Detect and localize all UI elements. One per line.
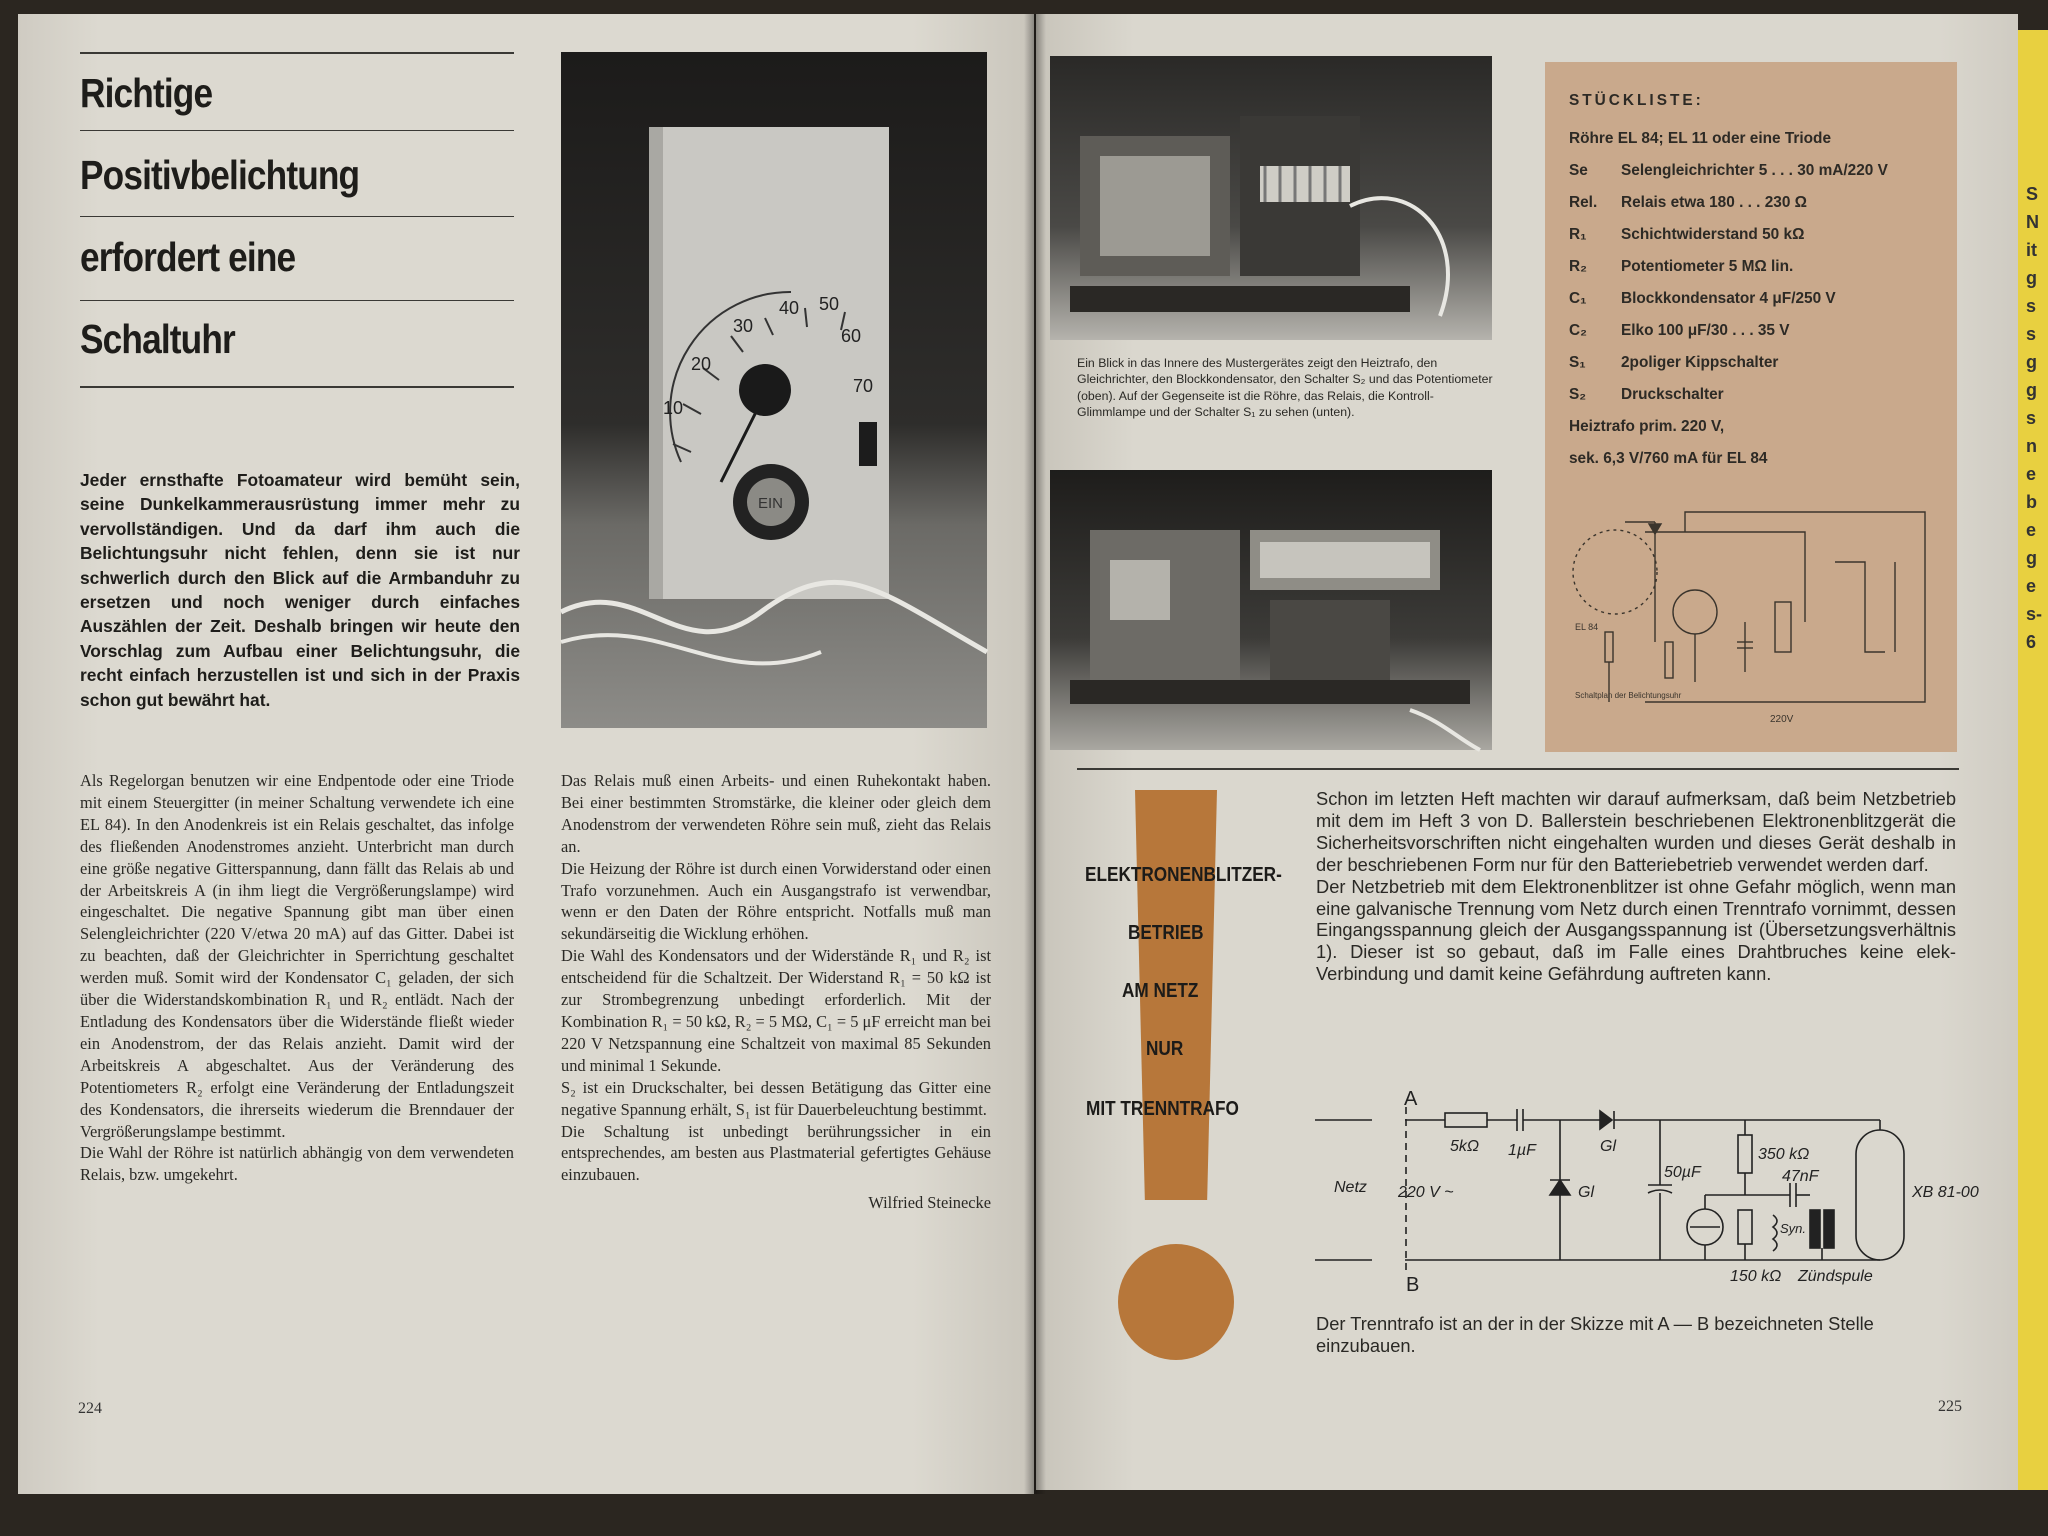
body-paragraph: Der Netzbetrieb mit dem Elektronenblitzer ist ohne Gefahr möglich, wenn man eine galvanische Trennung vom Netz durch einen Trenntrafo vornimmt, dessen Eingangsspannung gleich der Ausgangsspannung ist (Übersetzungsverhältnis 1). Dieser ist so gebaut, daß im Falle eines Drahtbruches keine elek-Verbindung und damit keine Gefährdung auftreten kann. bbox=[1316, 875, 1956, 985]
parts-item-label: Se bbox=[1569, 162, 1588, 179]
parts-item-text: Elko 100 μF/30 . . . 35 V bbox=[1621, 322, 1790, 339]
edge-letter: g bbox=[2026, 548, 2037, 568]
parts-item-label: Rel. bbox=[1569, 194, 1598, 211]
parts-item-text: Relais etwa 180 . . . 230 Ω bbox=[1621, 194, 1808, 211]
body-column-1 bbox=[80, 770, 514, 1186]
parts-list-item bbox=[1569, 162, 1888, 180]
circuit-label-tube: XB 81-00 bbox=[1912, 1184, 1979, 1201]
edge-letter: it bbox=[2026, 240, 2037, 260]
parts-item-label: S₁ bbox=[1569, 354, 1586, 371]
dial-number: 20 bbox=[691, 354, 712, 374]
circuit-label-coil: Zündspule bbox=[1798, 1268, 1873, 1285]
parts-item-label: C₂ bbox=[1569, 322, 1587, 339]
ein-button-label: EIN bbox=[758, 495, 784, 512]
exclamation-dot bbox=[1118, 1244, 1234, 1360]
edge-letter: e bbox=[2026, 576, 2037, 596]
dial-number: 50 bbox=[819, 294, 840, 314]
parts-item-label: R₁ bbox=[1569, 226, 1587, 243]
parts-item-label: S₂ bbox=[1569, 386, 1587, 403]
warning-line-2: BETRIEB bbox=[1128, 922, 1204, 944]
circuit-caption: Der Trenntrafo ist an der in der Skizze mit A — B bezeichneten Stelle einzubauen. bbox=[1316, 1313, 1874, 1356]
circuit-label-c2: 50µF bbox=[1664, 1164, 1701, 1181]
body-column-2 bbox=[561, 770, 991, 1214]
timer-device-illustration bbox=[561, 52, 987, 728]
parts-item-label: R₂ bbox=[1569, 258, 1587, 275]
body-paragraph: Schon im letzten Heft machten wir darauf aufmerksam, daß beim Netzbetrieb mit dem im Heft 3 von D. Ballerstein beschriebenen Elektronenblitzgerät die Sicherheitsvorschriften nicht eingehalten wurden und dieses Gerät deshalb in der beschriebenen Form nur für den Batteriebetrieb verwendet werden darf. bbox=[1316, 788, 1956, 875]
dial-number: 40 bbox=[779, 298, 800, 318]
headline-rule-top bbox=[80, 52, 514, 54]
headline-line-4: Schaltuhr bbox=[80, 316, 235, 362]
edge-letter: g bbox=[2026, 352, 2037, 372]
edge-letter: n bbox=[2026, 436, 2037, 456]
edge-letter: s bbox=[2026, 408, 2037, 428]
warning-line-1: ELEKTRONENBLITZER- bbox=[1085, 864, 1282, 886]
circuit-label-r2: 350 kΩ bbox=[1758, 1146, 1810, 1163]
circuit-label-a: A bbox=[1404, 1088, 1418, 1110]
circuit-label-b: B bbox=[1406, 1274, 1420, 1296]
parts-list-item bbox=[1569, 322, 1790, 340]
body-paragraph: Die Schaltung ist unbedingt berührungssicher in ein entsprechendes, am besten aus Plastmaterial gefertigtes Gehäuse einzubauen. bbox=[561, 1121, 991, 1185]
adjacent-page-edge bbox=[2018, 30, 2048, 1490]
edge-letter: e bbox=[2026, 520, 2037, 540]
parts-list-title: STÜCKLISTE: bbox=[1569, 92, 1704, 109]
author-signature: Wilfried Steinecke bbox=[868, 1193, 991, 1213]
headline-line-3: erfordert eine bbox=[80, 234, 296, 280]
edge-letter: s bbox=[2026, 324, 2037, 344]
edge-letter: e bbox=[2026, 464, 2037, 484]
circuit-label-voltage: 220 V ~ bbox=[1398, 1184, 1454, 1201]
dial-number: 60 bbox=[841, 326, 862, 346]
edge-letter: b bbox=[2026, 492, 2037, 512]
parts-list-item bbox=[1569, 450, 1767, 468]
headline-rule bbox=[80, 130, 514, 131]
circuit-label-r1: 5kΩ bbox=[1450, 1138, 1480, 1155]
body-paragraph: S₂ ist ein Druckschalter, bei dessen Betätigung das Gitter eine negative Spannung erhält, S₁ ist für Dauerbeleuchtung bestimmt. bbox=[561, 1077, 991, 1119]
timer-schematic bbox=[1565, 502, 1945, 742]
dial-number: 30 bbox=[733, 316, 754, 336]
circuit-label-d1: Gl bbox=[1600, 1138, 1616, 1155]
parts-item-text: Röhre EL 84; EL 11 oder eine Triode bbox=[1569, 130, 1832, 147]
warning-line-3: AM NETZ bbox=[1122, 980, 1199, 1002]
edge-letter: N bbox=[2026, 212, 2039, 232]
parts-item-text: Heiztrafo prim. 220 V, bbox=[1569, 418, 1725, 435]
parts-list-item bbox=[1569, 290, 1836, 308]
parts-item-text: Selengleichrichter 5 . . . 30 mA/220 V bbox=[1621, 162, 1888, 179]
parts-list-item bbox=[1569, 194, 1807, 212]
timer-photo bbox=[561, 52, 987, 728]
circuit-label-syn: Syn. bbox=[1780, 1221, 1807, 1236]
warning-line-4: NUR bbox=[1146, 1038, 1184, 1060]
parts-item-text: 2poliger Kippschalter bbox=[1621, 354, 1779, 371]
parts-item-text: Blockkondensator 4 μF/250 V bbox=[1621, 290, 1836, 307]
edge-letter: S bbox=[2026, 184, 2039, 204]
schematic-tube-label: EL 84 bbox=[1575, 622, 1599, 632]
parts-list-item bbox=[1569, 354, 1778, 372]
page-number-left: 224 bbox=[78, 1400, 102, 1417]
parts-item-text: Potentiometer 5 MΩ lin. bbox=[1621, 258, 1794, 275]
dial-number: 10 bbox=[663, 398, 684, 418]
parts-list-item bbox=[1569, 258, 1793, 276]
headline-rule bbox=[80, 216, 514, 217]
headline-rule-bottom bbox=[80, 386, 514, 388]
interior-photo-bottom bbox=[1050, 470, 1492, 750]
body-paragraph: Das Relais muß einen Arbeits- und einen Ruhekontakt haben. Bei einer bestimmten Stromstärke, die kleiner oder gleich dem Anodenstrom der verwendeten Röhre sein muß, zieht das Relais an. bbox=[561, 771, 991, 856]
edge-letter: g bbox=[2026, 268, 2037, 288]
photo-caption: Ein Blick in das Innere des Mustergerätes zeigt den Heiztrafo, den Gleichrichter, den Blockkondensator, den Schalter S₂ und das Potentiometer (oben). Auf der Gegenseite ist die Röhre, das Relais, die Kontroll-Glimmlampe und der Schalter S₁ zu sehen (unten). bbox=[1077, 356, 1493, 420]
schematic-voltage-label: 220V bbox=[1770, 714, 1794, 725]
parts-list-item bbox=[1569, 130, 1831, 148]
circuit-label-netz: Netz bbox=[1334, 1179, 1367, 1196]
parts-list-item bbox=[1569, 226, 1804, 244]
dial-knob bbox=[739, 364, 791, 416]
intro-paragraph: Jeder ernsthafte Fotoamateur wird bemüht sein, seine Dunkelkammerausrüstung immer mehr zu vervollständigen. Und da darf ihm auch die Belichtungsuhr nicht fehlen, denn sie ist nur schwerlich durch den Blick auf die Armbanduhr zu ersetzen und noch weniger durch einfaches Auszählen der Zeit. Deshalb bringen wir heute den Vorschlag zum Aufbau einer Belichtungsuhr, die recht einfach herzustellen ist und sich in der Praxis schon gut bewährt hat. bbox=[80, 470, 520, 710]
parts-list-box bbox=[1545, 62, 1957, 752]
circuit-label-c1: 1µF bbox=[1508, 1142, 1536, 1159]
circuit-label-c3: 47nF bbox=[1782, 1168, 1819, 1185]
headline-rule bbox=[80, 300, 514, 301]
flash-circuit-diagram bbox=[1310, 1085, 1979, 1315]
book-gutter bbox=[1024, 14, 1046, 1494]
parts-item-text: Schichtwiderstand 50 kΩ bbox=[1621, 226, 1805, 243]
flash-article-text bbox=[1316, 788, 1956, 985]
parts-list-item bbox=[1569, 386, 1724, 404]
headline-line-1: Richtige bbox=[80, 70, 213, 116]
body-paragraph: Als Regelorgan benutzen wir eine Endpentode oder eine Triode mit einem Steuergitter (in meiner Schaltung verwendete ich eine EL 84). In den Anodenkreis ist ein Relais geschaltet, das infolge des fließenden Anodenstromes anzieht. Unterbricht man durch eine größe negative Gitterspannung, dann fällt das Relais ab und der Arbeitskreis A (in ihm liegt die Vergrößerungslampe) wird eingeschaltet. Die negative Spannung gibt man über einen Selengleichrichter (220 V/etwa 20 mA) auf das Gitter. Dabei ist zu beachten, daß der Gleichrichter in Sperrichtung geschaltet werden muß. Somit wird der Kondensator C₁ geladen, der sich über die Widerstandskombination R₁ und R₂ entlädt. Nach der Entladung des Kondensators über die Widerstände fließt wieder ein Anodenstrom, der das Relais anzieht. Damit wird der Arbeitskreis A abgeschaltet. Aus der Veränderung des Potentiometers R₂ erfolgt eine Veränderung der Entladungszeit des Kondensators, die ihrerseits wiederum die Brenndauer der Vergrößerungslampe bestimmt. bbox=[80, 771, 514, 1141]
circuit-label-r3: 150 kΩ bbox=[1730, 1268, 1782, 1285]
body-paragraph: Die Heizung der Röhre ist durch einen Vorwiderstand oder einen Trafo vorzunehmen. Auch ein Ausgangstrafo ist verwendbar, wenn er den Daten der Röhre entspricht. Notfalls muß man sekundärseitig die Wicklung erhöhen. bbox=[561, 858, 991, 944]
circuit-label-d2: Gl bbox=[1578, 1184, 1594, 1201]
parts-item-text: sek. 6,3 V/760 mA für EL 84 bbox=[1569, 450, 1768, 467]
schematic-note: Schaltplan der Belichtungsuhr bbox=[1575, 691, 1682, 700]
parts-item-label: C₁ bbox=[1569, 290, 1587, 307]
body-paragraph: Die Wahl der Röhre ist natürlich abhängig von dem verwendeten Relais, bzw. umgekehrt. bbox=[80, 1143, 514, 1185]
page-number-right: 225 bbox=[1938, 1398, 1962, 1415]
edge-letter: 6 bbox=[2026, 632, 2037, 652]
edge-letter: s- bbox=[2026, 604, 2043, 624]
edge-letter: g bbox=[2026, 380, 2037, 400]
warning-line-5: MIT TRENNTRAFO bbox=[1086, 1098, 1239, 1120]
headline-line-2: Positivbelichtung bbox=[80, 152, 360, 198]
interior-device-illustration bbox=[1050, 56, 1492, 340]
edge-letter: s bbox=[2026, 296, 2037, 316]
body-paragraph: Die Wahl des Kondensators und der Widerstände R₁ und R₂ ist entscheidend für die Schaltzeit. Der Widerstand R₁ = 50 kΩ ist zur Strombegrenzung unbedingt erforderlich. Mit der Kombination R₁ = 50 kΩ, R₂ = 5 MΩ, C₁ = 5 μF erreicht man bei 220 V Netzspannung eine Schaltzeit von maximal 85 Sekunden und minimal 1 Sekunde. bbox=[561, 946, 991, 1075]
parts-list-item bbox=[1569, 418, 1724, 436]
section-rule bbox=[1077, 768, 1959, 770]
parts-item-text: Druckschalter bbox=[1621, 386, 1724, 403]
interior-device-illustration bbox=[1050, 470, 1492, 750]
dial-number: 70 bbox=[853, 376, 874, 396]
interior-photo-top bbox=[1050, 56, 1492, 340]
